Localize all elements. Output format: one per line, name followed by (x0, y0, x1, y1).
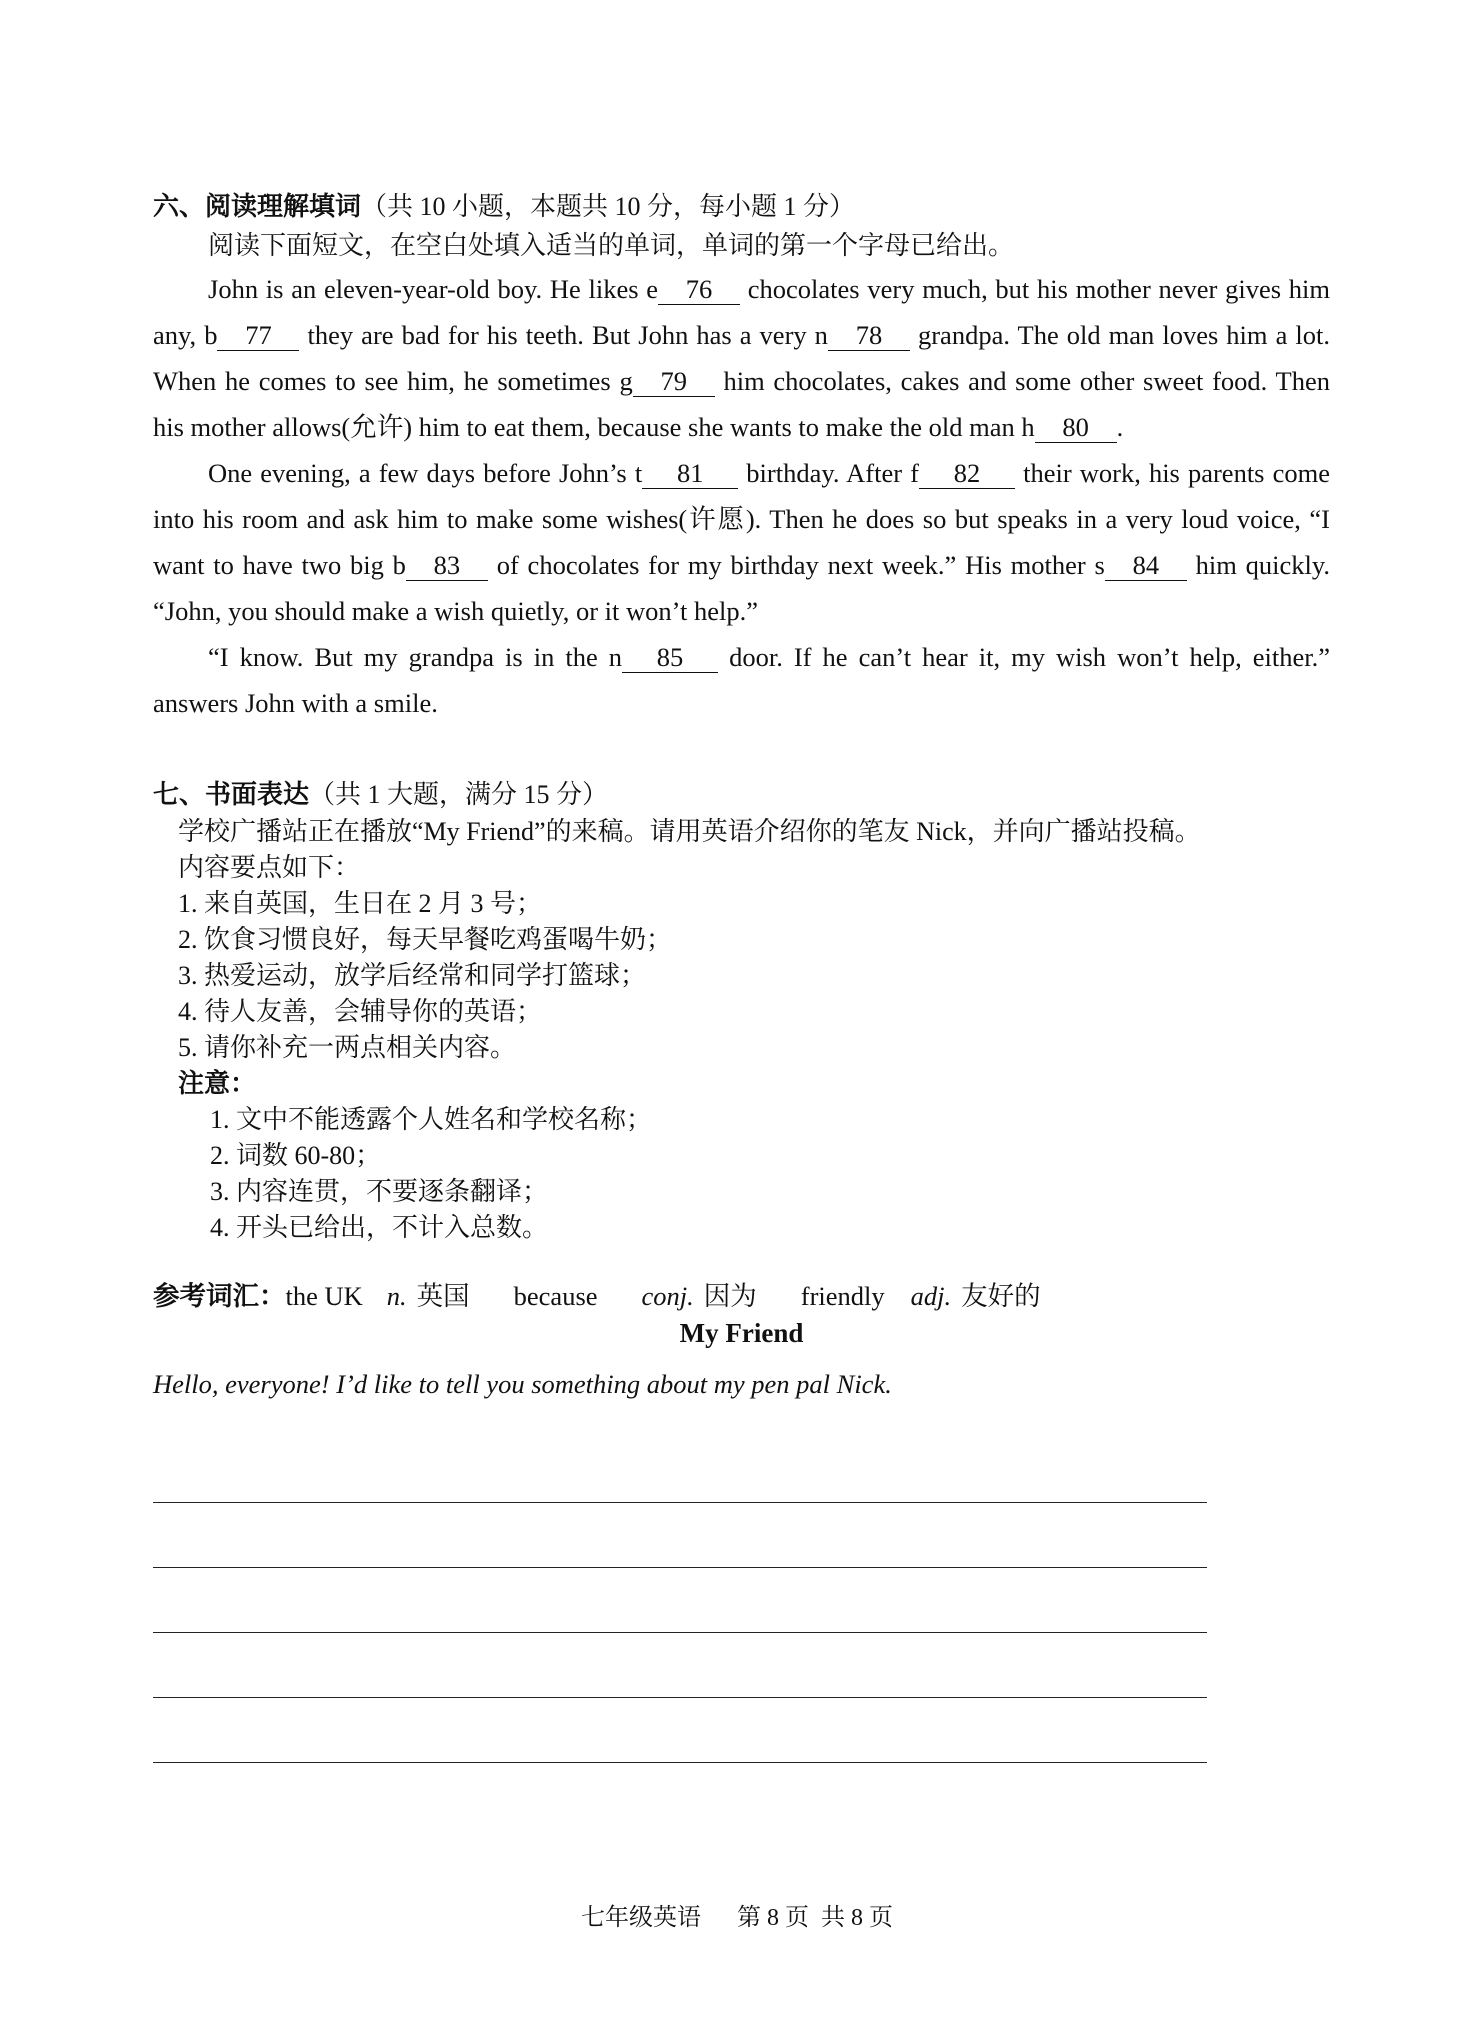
note-item: 3. 内容连贯，不要逐条翻译； (210, 1177, 549, 1206)
point-item: 5. 请你补充一两点相关内容。 (178, 1033, 517, 1062)
blank-81: 81 (642, 458, 738, 489)
section7-meta: （共 1 大题，满分 15 分） (309, 780, 609, 809)
point-item: 1. 来自英国，生日在 2 月 3 号； (178, 889, 543, 918)
reference-vocabulary (153, 1278, 1330, 1314)
passage-paragraph-2 (153, 450, 1330, 634)
section-reading-fill (153, 186, 1330, 726)
blank-84: 84 (1105, 550, 1187, 581)
vocab-meaning: 英国 (416, 1281, 470, 1311)
section6-title: 六、阅读理解填词 (153, 192, 362, 221)
text-run: him quickly. “John, you should make a wish quietly, or it won’t help.” (153, 550, 1330, 626)
answer-line[interactable] (153, 1438, 1207, 1503)
text-run: birthday. After f (738, 458, 919, 488)
section6-heading (153, 186, 1330, 226)
blank-82: 82 (919, 458, 1015, 489)
vocab-word: friendly (800, 1281, 885, 1311)
text-run: door. If he can’t hear it, my wish won’t help, either.” answers John with a smile. (153, 642, 1330, 718)
point-item: 3. 热爱运动，放学后经常和同学打篮球； (178, 961, 647, 990)
note-item: 4. 开头已给出，不计入总数。 (210, 1213, 549, 1242)
section6-instruction: 阅读下面短文，在空白处填入适当的单词，单词的第一个字母已给出。 (208, 231, 1015, 260)
answer-line[interactable] (153, 1698, 1207, 1763)
blank-78: 78 (828, 320, 910, 351)
vocab-meaning: 友好的 (961, 1281, 1041, 1311)
blank-80: 80 (1035, 412, 1117, 443)
passage-paragraph-3 (153, 634, 1330, 726)
answer-line[interactable] (153, 1633, 1207, 1698)
text-run: “I know. But my grandpa is in the n (208, 642, 623, 672)
text-run: him chocolates, cakes and some other sweet food. Then his mother allows(允许) him to eat them, because she wants to make the old man h (153, 366, 1330, 442)
exam-page (153, 186, 1330, 1763)
text-run: John is an eleven-year-old boy. He likes e (208, 274, 659, 304)
essay-opening: Hello, everyone! I’d like to tell you something about my pen pal Nick. (153, 1369, 892, 1399)
vocab-word: the UK (285, 1281, 363, 1311)
text-run: they are bad for his teeth. But John has a very n (299, 320, 828, 350)
passage-paragraph-1 (153, 266, 1330, 450)
vocab-meaning: 因为 (703, 1281, 757, 1311)
section7-title: 七、书面表达 (153, 780, 310, 809)
notes-title: 注意： (178, 1069, 257, 1098)
answer-lines (153, 1438, 1207, 1763)
blank-85: 85 (622, 642, 718, 673)
text-run: of chocolates for my birthday next week.” His mother s (487, 550, 1105, 580)
notes-list (210, 1102, 1330, 1246)
writing-prompt: 学校广播站正在播放“My Friend”的来稿。请用英语介绍你的笔友 Nick，并向广播站投稿。 (178, 817, 1201, 846)
page-footer: 七年级英语 第 8 页 共 8 页 (581, 1905, 893, 1931)
text-run: their work, his parents come into his room and ask him to make some wishes(许愿). Then he does so but speaks in a very loud voice, “I want to have two big b (153, 458, 1330, 580)
note-item: 2. 词数 60-80； (210, 1141, 382, 1170)
answer-line[interactable] (153, 1503, 1207, 1568)
vocab-pos: n. (386, 1281, 407, 1311)
text-run: . (1116, 412, 1124, 442)
writing-task (178, 814, 1330, 1246)
essay-title: My Friend (679, 1318, 804, 1348)
vocab-pos: conj. (641, 1281, 694, 1311)
answer-line[interactable] (153, 1568, 1207, 1633)
point-item: 2. 饮食习惯良好，每天早餐吃鸡蛋喝牛奶； (178, 925, 673, 954)
blank-77: 77 (217, 320, 299, 351)
section6-meta: （共 10 小题，本题共 10 分，每小题 1 分） (361, 192, 856, 221)
section-writing (153, 774, 1330, 1763)
note-item: 1. 文中不能透露个人姓名和学校名称； (210, 1105, 653, 1134)
blank-79: 79 (633, 366, 715, 397)
text-run: chocolates very much, but his mother never gives him any, b (153, 274, 1331, 350)
blank-83: 83 (406, 550, 488, 581)
points-intro: 内容要点如下： (178, 853, 361, 882)
point-item: 4. 待人友善，会辅导你的英语； (178, 997, 543, 1026)
vocab-label: 参考词汇： (153, 1281, 286, 1311)
section7-heading (153, 774, 1330, 814)
text-run: grandpa. The old man loves him a lot. When he comes to see him, he sometimes g (153, 320, 1330, 396)
blank-76: 76 (658, 274, 740, 305)
text-run: One evening, a few days before John’s t (208, 458, 643, 488)
vocab-pos: adj. (910, 1281, 952, 1311)
vocab-word: because (513, 1281, 598, 1311)
